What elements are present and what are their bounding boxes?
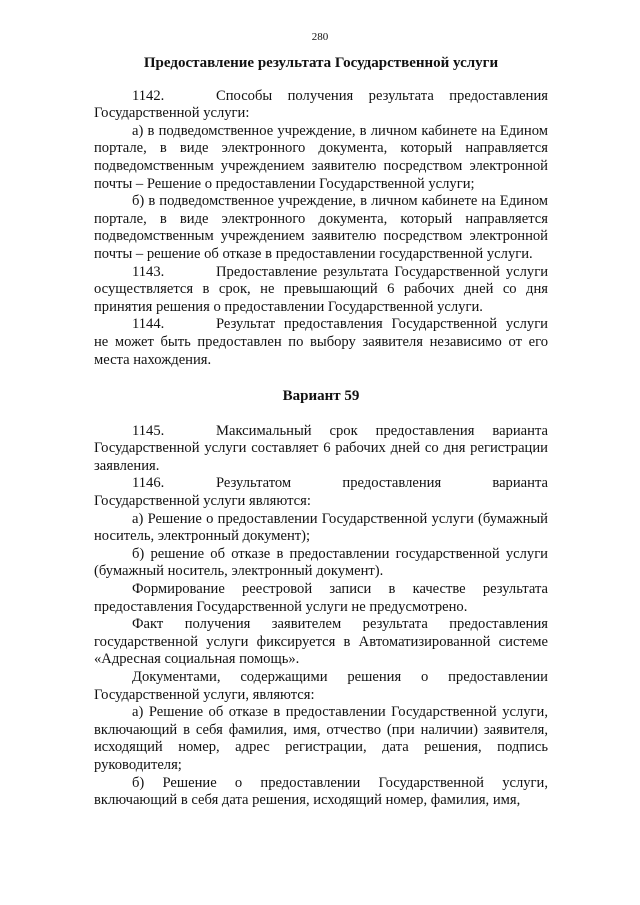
paragraph-1145 xyxy=(94,423,548,476)
paragraph-text: Факт получения заявителем результата предоставления государственной услуги фиксируется в Автоматизированной системе «Адресная социальная помощь». xyxy=(94,616,548,668)
paragraph-1146-b xyxy=(94,546,548,581)
section-heading-result: Предоставление результата Государственной услуги xyxy=(143,55,499,71)
paragraph-1143 xyxy=(94,264,548,317)
paragraph-text: Формирование реестровой записи в качестве результата предоставления Государственной услуги не предусмотрено. xyxy=(94,581,548,615)
paragraph-number: 1145. xyxy=(132,422,165,439)
paragraph-documents-b xyxy=(94,775,548,810)
paragraph-number: 1144. xyxy=(132,316,165,333)
paragraph-number: 1143. xyxy=(132,263,165,280)
paragraph-text: Результатом предоставления варианта Государственной услуги являются: xyxy=(94,475,548,510)
paragraph-number: 1142. xyxy=(132,87,165,104)
paragraph-number: 1146. xyxy=(132,475,165,492)
paragraph-text: Максимальный срок предоставления варианта Государственной услуги составляет 6 рабочих дней со дня регистрации заявления. xyxy=(94,422,548,474)
paragraph-text: б) решение об отказе в предоставлении государственной услуги (бумажный носитель, электронный документ). xyxy=(94,545,548,580)
paragraph-1142-b xyxy=(94,193,548,263)
paragraph-text: б) в подведомственное учреждение, в личном кабинете на Едином портале, в виде электронного документа, который направляется подведомственным учреждением заявителю посредством электронной почты – решение об отказе в предоставлении государственной услуги. xyxy=(94,193,548,262)
paragraph-text: Предоставление результата Государственной услуги осуществляется в срок, не превышающий 6 рабочих дней со дня принятия решения о предоставлении Государственной услуги. xyxy=(94,263,548,315)
paragraph-text: а) Решение о предоставлении Государственной услуги (бумажный носитель, электронный документ); xyxy=(94,510,548,545)
paragraph-1146 xyxy=(94,475,548,510)
paragraph-1142-a xyxy=(94,123,548,193)
page-number: 280 xyxy=(311,31,329,43)
paragraph-text: Результат предоставления Государственной услуги не может быть предоставлен по выбору заявителя независимо от его места нахождения. xyxy=(94,316,548,368)
paragraph-text: Способы получения результата предоставления Государственной услуги: xyxy=(94,87,548,122)
paragraph-text: Документами, содержащими решения о предоставлении Государственной услуги, являются: xyxy=(94,669,548,703)
paragraph-documents xyxy=(94,669,548,704)
paragraph-registry xyxy=(94,581,548,616)
paragraph-1146-a xyxy=(94,511,548,546)
paragraph-1144 xyxy=(94,316,548,369)
paragraph-text: а) в подведомственное учреждение, в личном кабинете на Едином портале, в виде электронного документа, который направляется подведомственным учреждением заявителю посредством электронной почты – Решение о предоставлении Государственной услуги; xyxy=(94,122,548,192)
paragraph-text: б) Решение о предоставлении Государственной услуги, включающий в себя дата решения, исходящий номер, фамилия, имя, xyxy=(94,774,548,809)
paragraph-1142 xyxy=(94,88,548,123)
paragraph-documents-a xyxy=(94,704,548,774)
paragraph-text: а) Решение об отказе в предоставлении Государственной услуги, включающий в себя фамилия, имя, отчество (при наличии) заявителя, исходящий номер, адрес регистрации, дата решения, подпись руководителя; xyxy=(94,704,548,773)
paragraph-fact xyxy=(94,616,548,669)
section-heading-variant: Вариант 59 xyxy=(282,388,360,405)
document-body xyxy=(94,55,548,810)
